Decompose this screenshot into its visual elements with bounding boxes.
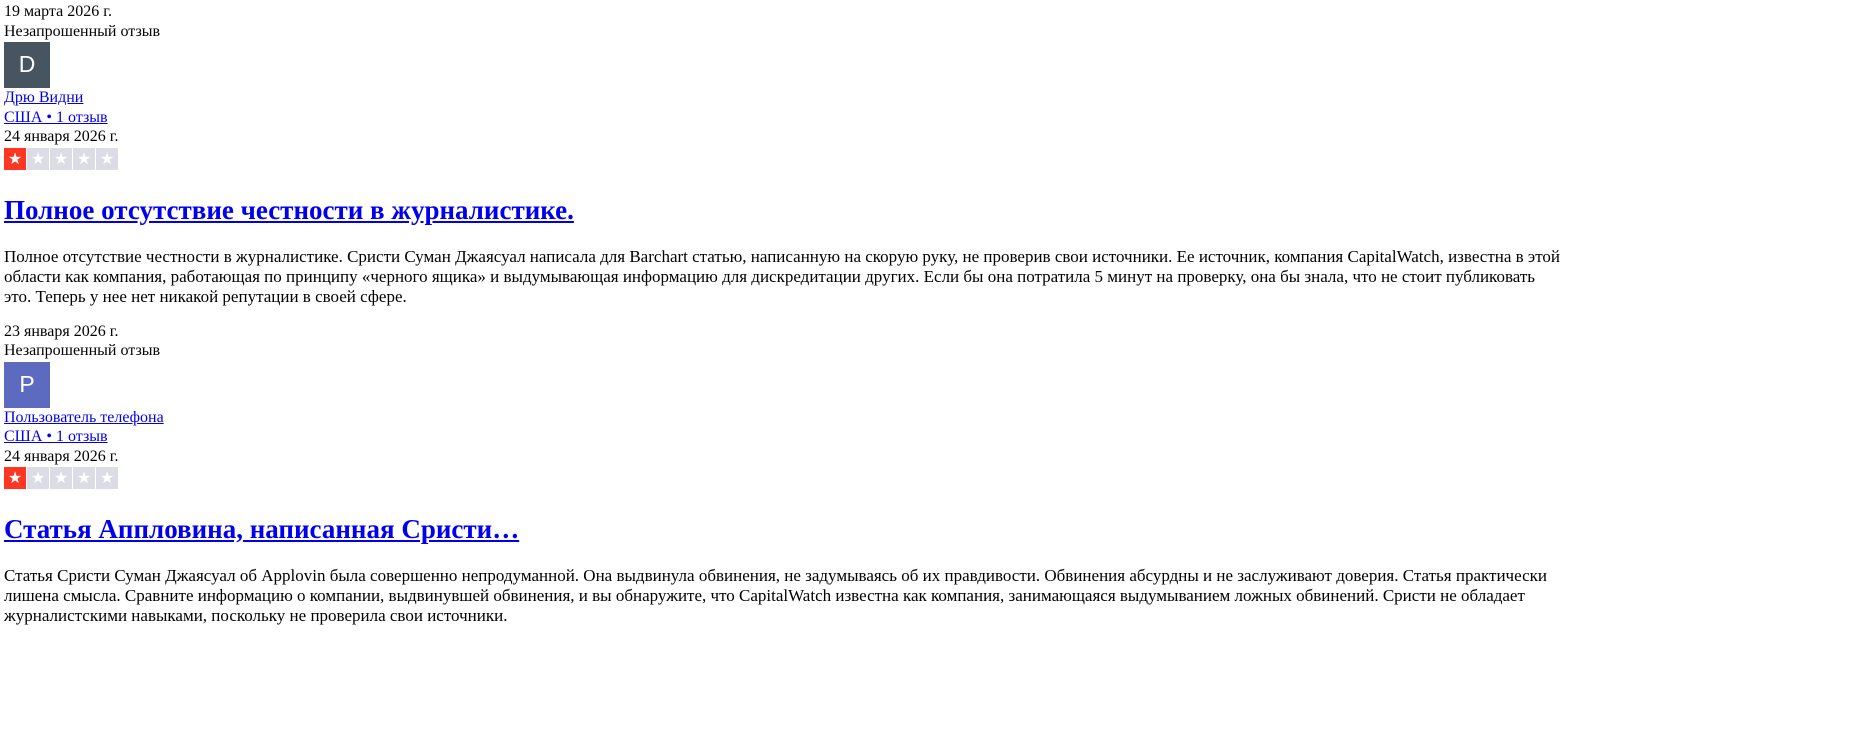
avatar[interactable]	[4, 42, 50, 88]
review-spacer	[4, 307, 1857, 322]
star-rating	[4, 148, 1857, 170]
star-empty-icon: ★	[73, 467, 95, 489]
avatar-letter: D	[18, 51, 36, 78]
star-empty-icon: ★	[27, 467, 49, 489]
review-title	[4, 194, 1857, 226]
avatar-letter: P	[19, 370, 35, 397]
review-date: 23 января 2026 г.	[4, 322, 119, 340]
reviewer-meta-link[interactable]: США • 1 отзыв	[4, 108, 108, 126]
review-title	[4, 513, 1857, 545]
review-title-link[interactable]: Полное отсутствие честности в журналистике.	[4, 194, 574, 225]
star-empty-icon: ★	[50, 467, 72, 489]
review-card	[4, 42, 1857, 361]
star-empty-icon: ★	[73, 148, 95, 170]
reviewer-name-link[interactable]: Дрю Видни	[4, 89, 84, 106]
star-empty-icon: ★	[96, 467, 118, 489]
review-type-label: Незапрошенный отзыв	[4, 22, 161, 40]
review-body: Полное отсутствие честности в журналистике. Сристи Суман Джаясуал написала для Barchart статью, написанную на скорую руку, не проверив свои источники. Ее источник, компания CapitalWatch, известна в этой области как компания, работающая по принципу «черного ящика» и выдумывающая информацию для дискредитации других. Если бы она потратила 5 минут на проверку, она бы знала, что не стоит публиковать это. Теперь у нее нет никакой репутации в своей сфере.	[4, 246, 1561, 306]
avatar[interactable]	[4, 362, 50, 408]
star-rating	[4, 467, 1857, 489]
star-filled-icon: ★	[4, 467, 26, 489]
star-empty-icon: ★	[27, 148, 49, 170]
review-date: 24 января 2026 г.	[4, 128, 119, 145]
star-filled-icon: ★	[4, 148, 26, 170]
reviewer-meta-link[interactable]: США • 1 отзыв	[4, 428, 108, 445]
review-card	[4, 362, 1857, 627]
review-type-label: Незапрошенный отзыв	[4, 342, 161, 359]
reviewer-name-link[interactable]: Пользователь телефона	[4, 408, 164, 426]
star-empty-icon: ★	[50, 148, 72, 170]
review-date: 19 марта 2026 г.	[4, 3, 112, 20]
review-date: 24 января 2026 г.	[4, 447, 119, 465]
star-empty-icon: ★	[96, 148, 118, 170]
review-body: Статья Сристи Суман Джаясуал об Applovin была совершенно непродуманной. Она выдвинула обвинения, не задумываясь об их правдивости. Обвинения абсурдны и не заслуживают доверия. Статья практически лишена смысла. Сравните информацию о компании, выдвинувшей обвинения, и вы обнаружите, что CapitalWatch известна как компания, занимающаяся выдумыванием ложных обвинений. Сристи не обладает журналистскими навыками, поскольку не проверила свои источники.	[4, 566, 1547, 625]
review-title-link[interactable]: Статья Аппловина, написанная Сристи…	[4, 514, 520, 544]
